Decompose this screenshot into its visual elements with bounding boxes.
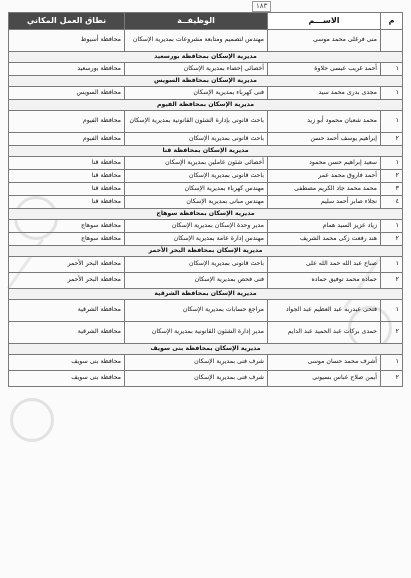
table-row	[9, 183, 403, 196]
row-number: ٢	[381, 170, 403, 183]
job-title: باحث قانونى بمديرية الإسكان	[125, 133, 268, 146]
job-title: مهندس لتصميم ومتابعة مشروعات بمديرية الإسكان	[125, 30, 268, 52]
watermark-seal	[10, 398, 54, 442]
work-location: محافظة سوهاج	[9, 220, 125, 233]
section-title: مديرية الإسكان بمحافظة الفيوم	[9, 100, 403, 111]
row-number: ٤	[381, 196, 403, 209]
row-number: ١	[381, 220, 403, 233]
header-num: م	[381, 13, 403, 30]
employee-name: فتحى عبدربه عبد العظيم عبد الجواد	[268, 300, 381, 322]
job-title: مهندس كهرباء بمديرية الإسكان	[125, 183, 268, 196]
table-body	[9, 30, 403, 387]
row-number: ١	[381, 87, 403, 100]
section-header-row	[9, 52, 403, 63]
employee-name: حمدى بركات عبد الحميد عبد الدايم	[268, 322, 381, 344]
employee-name: أيمن صلاح عباس بسيونى	[268, 371, 381, 387]
employee-name: محمد محمد جاد الكريم مصطفى	[268, 183, 381, 196]
employee-name: إبراهيم يوسف أحمد حسن	[268, 133, 381, 146]
table-row	[9, 111, 403, 133]
row-number: ١	[381, 63, 403, 76]
row-number: ٢	[381, 322, 403, 344]
work-location: محافظة قنا	[9, 196, 125, 209]
employee-name: زياد عزيز السيد همام	[268, 220, 381, 233]
table-row	[9, 87, 403, 100]
page-number: ١٨٣	[252, 1, 271, 12]
work-location: محافظة بنى سويف	[9, 371, 125, 387]
employee-name: سعيد إبراهيم حسن محمود	[268, 157, 381, 170]
table-row	[9, 157, 403, 170]
header-job: الوظيفــة	[125, 13, 268, 30]
table-row	[9, 170, 403, 183]
table-row	[9, 322, 403, 344]
employee-name: أحمد فاروق محمد عمر	[268, 170, 381, 183]
section-header-row	[9, 100, 403, 111]
work-location: محافظة الشرقية	[9, 322, 125, 344]
employees-table	[8, 12, 403, 387]
employee-name: صباح عبد الله حمد الله على	[268, 257, 381, 273]
job-title: أخصائى إحصاء بمديرية الإسكان	[125, 63, 268, 76]
work-location: محافظة الفيوم	[9, 111, 125, 133]
work-location: محافظة قنا	[9, 157, 125, 170]
table-row	[9, 30, 403, 52]
row-number: ٣	[381, 183, 403, 196]
section-title: مديرية الإسكان بمحافظة بورسعيد	[9, 52, 403, 63]
row-number: ١	[381, 300, 403, 322]
section-header-row	[9, 246, 403, 257]
work-location: محافظة قنا	[9, 170, 125, 183]
employee-name: أشرف محمد حسان موسى	[268, 355, 381, 371]
job-title: أخصائى شئون عاملين بمديرية الإسكان	[125, 157, 268, 170]
row-number: ٢	[381, 233, 403, 246]
row-number: ١	[381, 157, 403, 170]
work-location: محافظة السويس	[9, 87, 125, 100]
table-header-row	[9, 13, 403, 30]
employee-name: نجلاء صابر أحمد سليم	[268, 196, 381, 209]
table-row	[9, 300, 403, 322]
table-row	[9, 273, 403, 289]
job-title: باحث قانونى بمديرية الإسكان	[125, 170, 268, 183]
table-row	[9, 220, 403, 233]
section-title: مديرية الإسكان بمحافظة بنى سويف	[9, 344, 403, 355]
section-title: مديرية الإسكان بمحافظة السويس	[9, 76, 403, 87]
header-name: الاســـم	[268, 13, 381, 30]
work-location: محافظة البحر الأحمر	[9, 257, 125, 273]
employee-name: هند رفعت زكى محمد الشريف	[268, 233, 381, 246]
employee-name: حماده محمد توفيق حماده	[268, 273, 381, 289]
employee-name: أحمد غريب عيسى حلاوة	[268, 63, 381, 76]
job-title: باحث قانونى بمديرية الإسكان	[125, 257, 268, 273]
job-title: فنى فحص بمديرية الإسكان	[125, 273, 268, 289]
section-title: مديرية الإسكان بمحافظة البحر الأحمر	[9, 246, 403, 257]
table-row	[9, 233, 403, 246]
employee-name: محمد شعبان محمود أبو زيد	[268, 111, 381, 133]
job-title: شرف فنى بمديرية الإسكان	[125, 371, 268, 387]
row-number: ١	[381, 355, 403, 371]
row-number: ٢	[381, 133, 403, 146]
section-header-row	[9, 344, 403, 355]
job-title: مراجع حسابات بمديرية الإسكان	[125, 300, 268, 322]
job-title: فنى كهرباء بمديرية الإسكان	[125, 87, 268, 100]
table-row	[9, 63, 403, 76]
section-header-row	[9, 209, 403, 220]
header-place: نطاق العمل المكاني	[9, 13, 125, 30]
job-title: مدير إدارة الشئون القانونية بمديرية الإسكان	[125, 322, 268, 344]
section-header-row	[9, 289, 403, 300]
table-row	[9, 355, 403, 371]
row-number	[381, 30, 403, 52]
work-location: محافظة الفيوم	[9, 133, 125, 146]
section-header-row	[9, 146, 403, 157]
row-number: ٢	[381, 371, 403, 387]
work-location: محافظة قنا	[9, 183, 125, 196]
work-location: محافظة الشرقية	[9, 300, 125, 322]
table-row	[9, 196, 403, 209]
job-title: شرف فنى بمديرية الإسكان	[125, 355, 268, 371]
section-title: مديرية الإسكان بمحافظة سوهاج	[9, 209, 403, 220]
section-header-row	[9, 76, 403, 87]
job-title: مهندس إدارة عامة بمديرية الإسكان	[125, 233, 268, 246]
section-title: مديرية الإسكان بمحافظة قنا	[9, 146, 403, 157]
job-title: مدير وحدة الإسكان بمديرية الإسكان	[125, 220, 268, 233]
table-row	[9, 371, 403, 387]
table-row	[9, 257, 403, 273]
job-title: باحث قانونى بإدارة الشئون القانونية بمديرية الإسكان	[125, 111, 268, 133]
work-location: محافظة البحر الأحمر	[9, 273, 125, 289]
section-title: مديرية الإسكان بمحافظة الشرقية	[9, 289, 403, 300]
job-title: مهندس مبانى بمديرية الإسكان	[125, 196, 268, 209]
row-number: ١	[381, 111, 403, 133]
table-row	[9, 133, 403, 146]
work-location: محافظة أسيوط	[9, 30, 125, 52]
work-location: محافظة سوهاج	[9, 233, 125, 246]
work-location: محافظة بورسعيد	[9, 63, 125, 76]
employee-name: مجدى بدرى محمد سيد	[268, 87, 381, 100]
row-number: ٢	[381, 273, 403, 289]
employee-name: منى فرغلى محمد موسى	[268, 30, 381, 52]
row-number: ١	[381, 257, 403, 273]
work-location: محافظة بنى سويف	[9, 355, 125, 371]
